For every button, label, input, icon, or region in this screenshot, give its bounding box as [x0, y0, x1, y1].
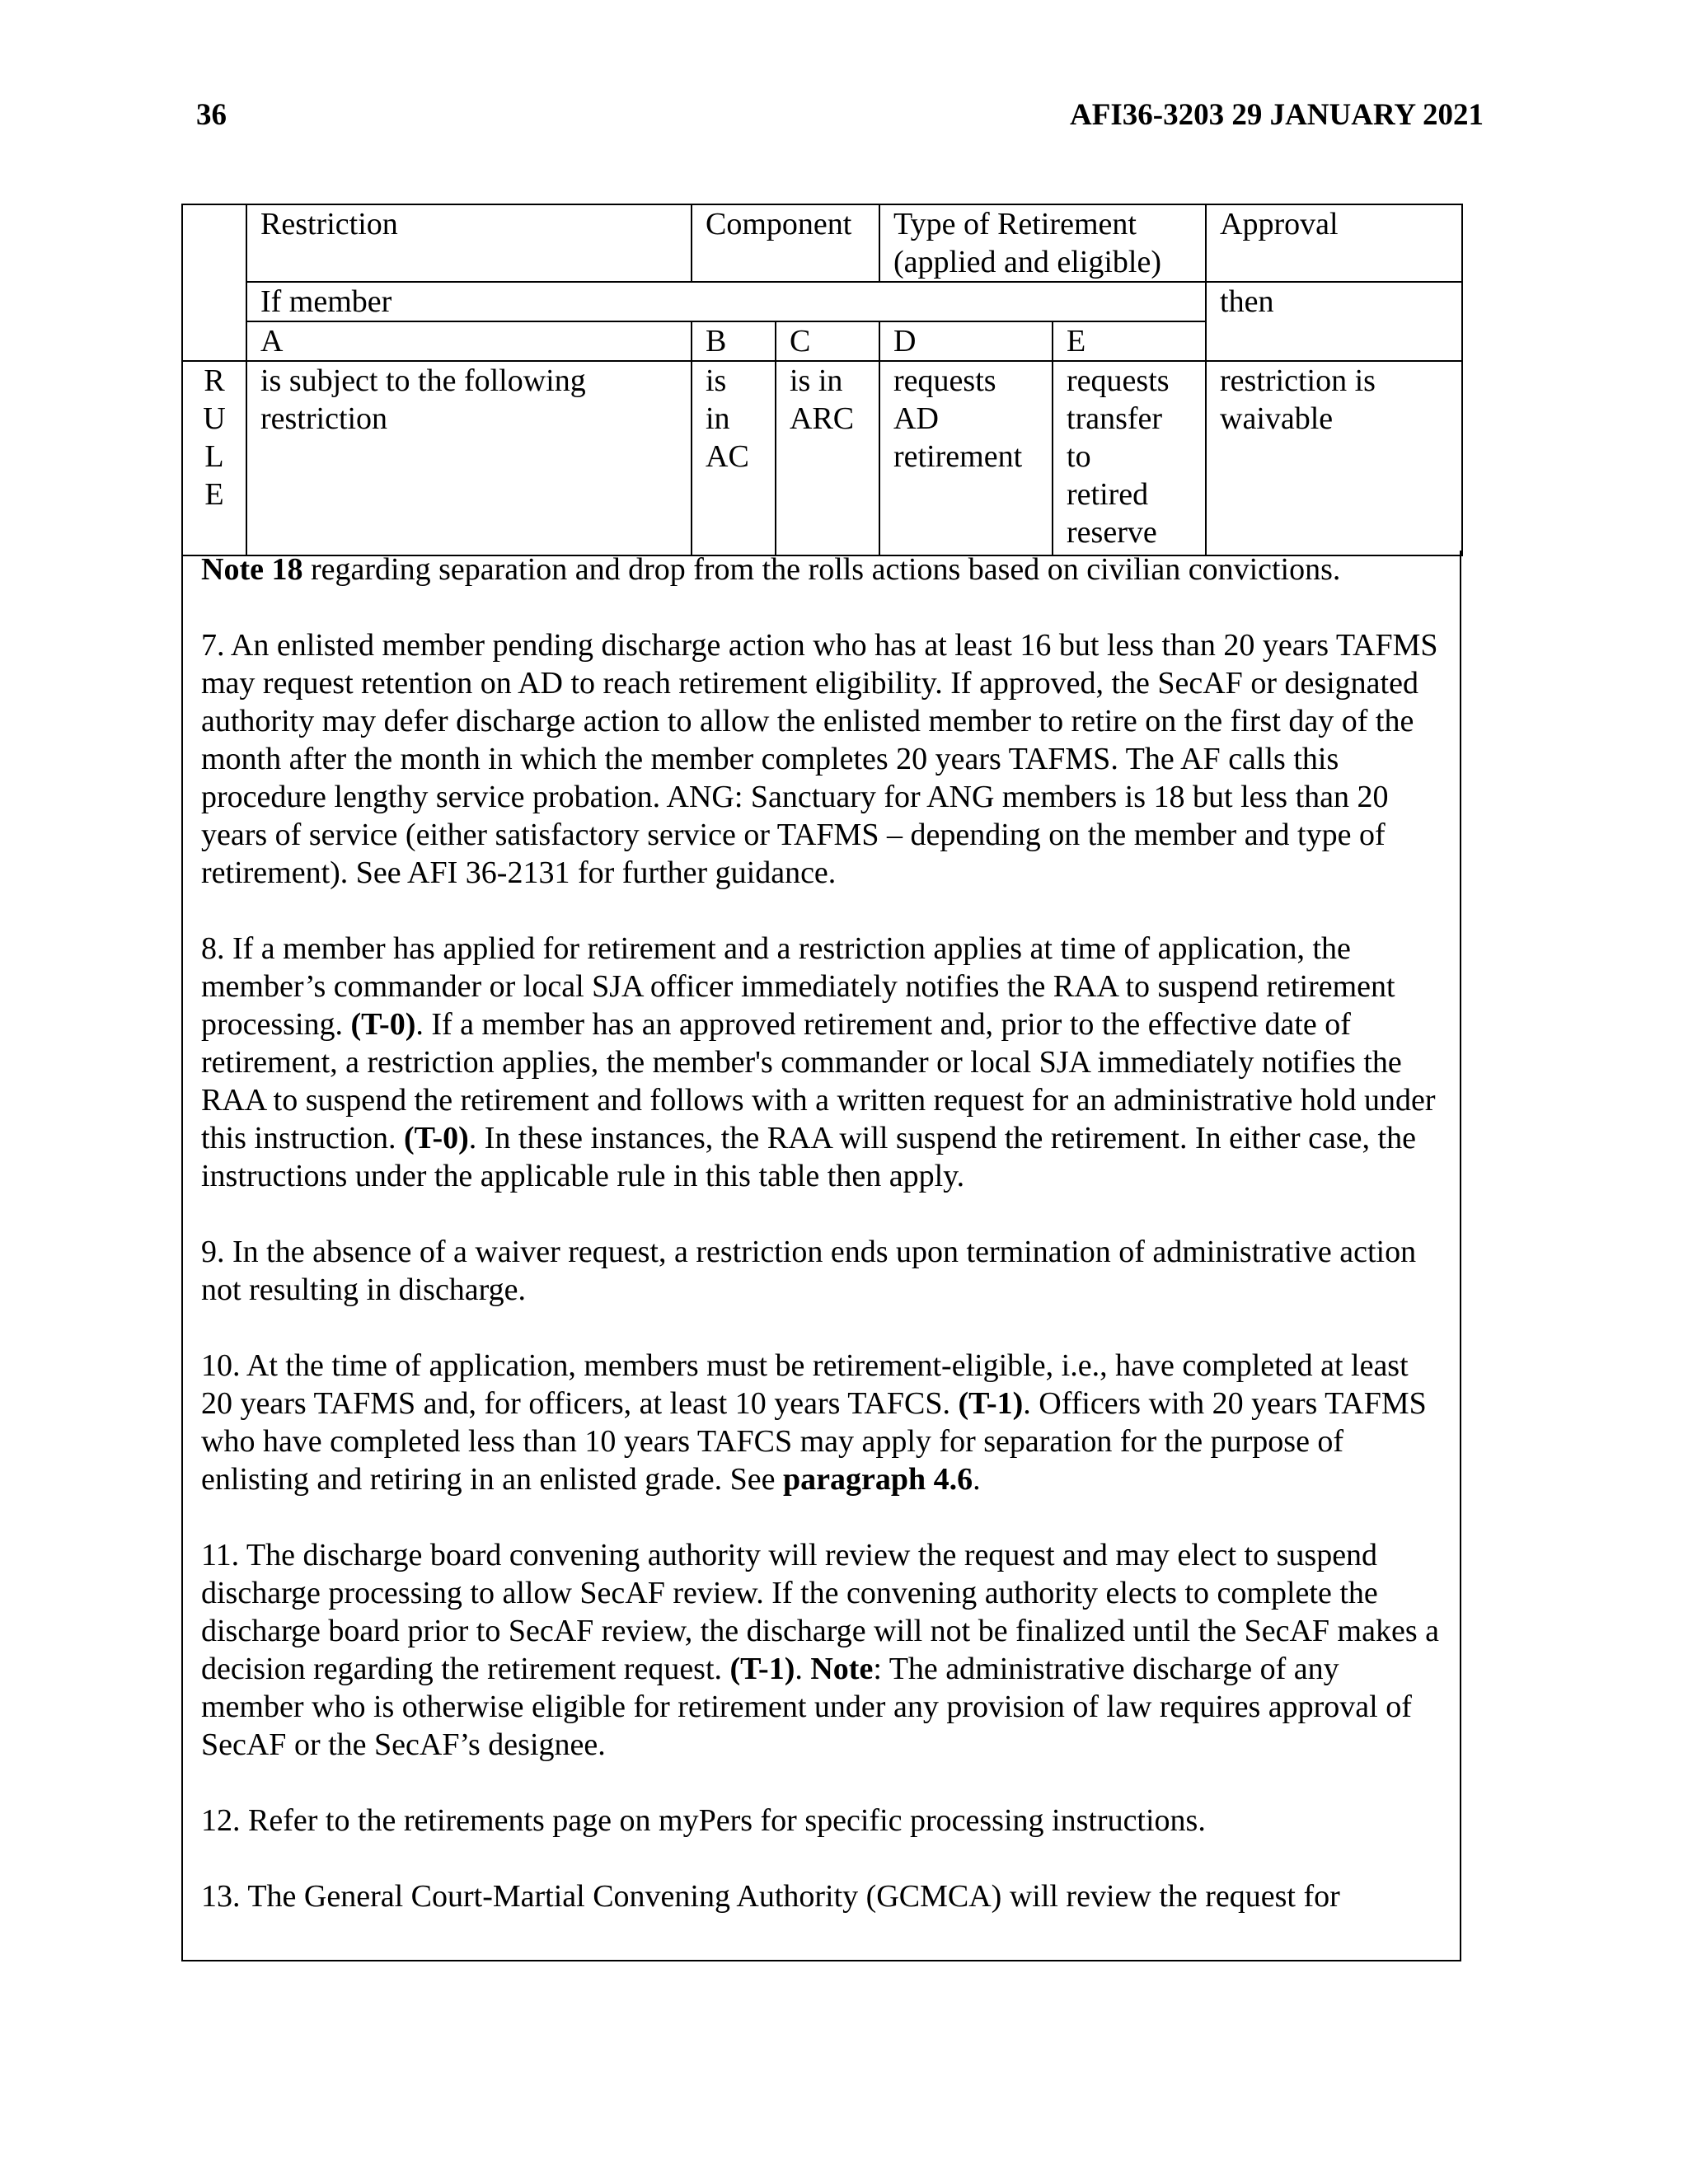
header-type-line2: (applied and eligible) [893, 245, 1162, 279]
rule-letter: L [204, 439, 224, 474]
then-cell: then [1206, 282, 1462, 361]
header-type-line1: Type of Retirement [893, 207, 1137, 241]
cell-text: retired [1067, 477, 1149, 512]
header-approval: Approval [1206, 204, 1462, 282]
cell-text: requests [1067, 363, 1170, 398]
note-9: 9. In the absence of a waiver request, a restriction ends upon termination of administrative action not resulting in discharge. [201, 1235, 1417, 1307]
cell-text: requests [893, 363, 996, 398]
tier-label: (T-0) [350, 1007, 416, 1042]
cell-restriction-line2: restriction [260, 401, 388, 436]
cell-text: AD [893, 401, 939, 436]
cell-requests-ad-retirement [879, 361, 1053, 555]
note-12: 12. Refer to the retirements page on myPers for specific processing instructions. [201, 1803, 1206, 1838]
cell-text: in [706, 401, 730, 436]
table-header-row [182, 204, 1462, 282]
tier-label: (T-0) [403, 1121, 469, 1155]
column-letter-a: A [246, 321, 692, 361]
header-type-of-retirement [879, 204, 1206, 282]
cell-requests-transfer [1053, 361, 1206, 555]
rule-header-cell [182, 204, 246, 361]
cell-in-arc [776, 361, 879, 555]
note-text: 11. The discharge board convening authority will review the request and may elect to suspend discharge processing to allow SecAF review. If the convening authority elects to complete the discharge board prior to SecAF review, the discharge will not be finalized until the SecAF makes a decision regarding the retirement request. [201, 1538, 1440, 1686]
cell-text: restriction is [1220, 363, 1376, 398]
column-letter-b: B [692, 321, 776, 361]
cell-text: to [1067, 439, 1091, 474]
cell-approval-waivable [1206, 361, 1462, 555]
note-text: . [795, 1652, 811, 1686]
rule-letter: U [203, 401, 226, 436]
rule-label-cell [182, 361, 246, 555]
notes-section [181, 551, 1461, 1961]
note-text: . Officers with 20 years TAFMS who have completed less than 10 years TAFCS may apply for separation for the purpose of enlisting and retiring in an enlisted grade. See [201, 1386, 1427, 1497]
note-13: 13. The General Court-Martial Convening Authority (GCMCA) will review the request for [201, 1879, 1340, 1914]
column-letter-e: E [1053, 321, 1206, 361]
table-rule-row [182, 361, 1462, 555]
if-member-cell: If member [246, 282, 1206, 321]
note-text: . In these instances, the RAA will suspend the retirement. In either case, the instructions under the applicable rule in this table then apply. [201, 1121, 1416, 1193]
note-label: Note [810, 1652, 874, 1686]
paragraph-reference: paragraph 4.6 [782, 1462, 973, 1497]
table-condition-row [182, 282, 1462, 321]
document-id: AFI36-3203 29 JANUARY 2021 [1070, 98, 1484, 132]
cell-text: transfer [1067, 401, 1163, 436]
header-component: Component [692, 204, 879, 282]
note-text: 10. At the time of application, members must be retirement-eligible, i.e., have completed at least 20 years TAFMS and, for officers, at least 10 years TAFCS. [201, 1348, 1409, 1421]
rule-letter: R [204, 363, 225, 398]
note-text: . If a member has an approved retirement and, prior to the effective date of retirement, a restriction applies, the member's commander or local SJA immediately notifies the RAA to suspend the retirement and follows with a written request for an administrative hold under this instruction. [201, 1007, 1436, 1155]
note-text: regarding separation and drop from the rolls actions based on civilian convictions. [302, 552, 1341, 587]
rule-letter: E [204, 477, 224, 512]
note-text: . [973, 1462, 981, 1497]
cell-text: AC [706, 439, 749, 474]
page-number: 36 [196, 98, 227, 132]
header-restriction: Restriction [246, 204, 692, 282]
note-18 [201, 551, 1443, 588]
note-7: 7. An enlisted member pending discharge action who has at least 16 but less than 20 years TAFMS may request retention on AD to reach retirement eligibility. If approved, the SecAF or designated authority may defer discharge action to allow the enlisted member to retire on the first day of the month after the month in which the member completes 20 years TAFMS. The AF calls this procedure lengthy service probation. ANG: Sanctuary for ANG members is 18 but less than 20 years of service (either satisfactory service or TAFMS – depending on the member and type of retirement). See AFI 36-2131 for further guidance. [201, 628, 1438, 890]
cell-text: is in [790, 363, 843, 398]
column-letter-c: C [776, 321, 879, 361]
cell-restriction [246, 361, 692, 555]
cell-in-ac [692, 361, 776, 555]
cell-text: ARC [790, 401, 855, 436]
page-header [196, 97, 1484, 143]
column-letter-d: D [879, 321, 1053, 361]
cell-text: retirement [893, 439, 1023, 474]
note-text: : The administrative discharge of any member who is otherwise eligible for retirement under any provision of law requires approval of SecAF or the SecAF’s designee. [201, 1652, 1412, 1762]
note-18-label: Note 18 [201, 552, 303, 587]
note-text: 8. If a member has applied for retirement and a restriction applies at time of application, the member’s commander or local SJA officer immediately notifies the RAA to suspend retirement processing. [201, 931, 1395, 1042]
cell-restriction-line1: is subject to the following [260, 363, 586, 398]
note-10 [201, 1347, 1443, 1498]
cell-text: is [706, 363, 727, 398]
tier-label: (T-1) [729, 1652, 795, 1686]
restriction-table [181, 204, 1463, 556]
note-11 [201, 1536, 1443, 1764]
cell-text: waivable [1220, 401, 1334, 436]
tier-label: (T-1) [958, 1386, 1024, 1421]
cell-text: reserve [1067, 515, 1157, 550]
note-8 [201, 930, 1443, 1195]
